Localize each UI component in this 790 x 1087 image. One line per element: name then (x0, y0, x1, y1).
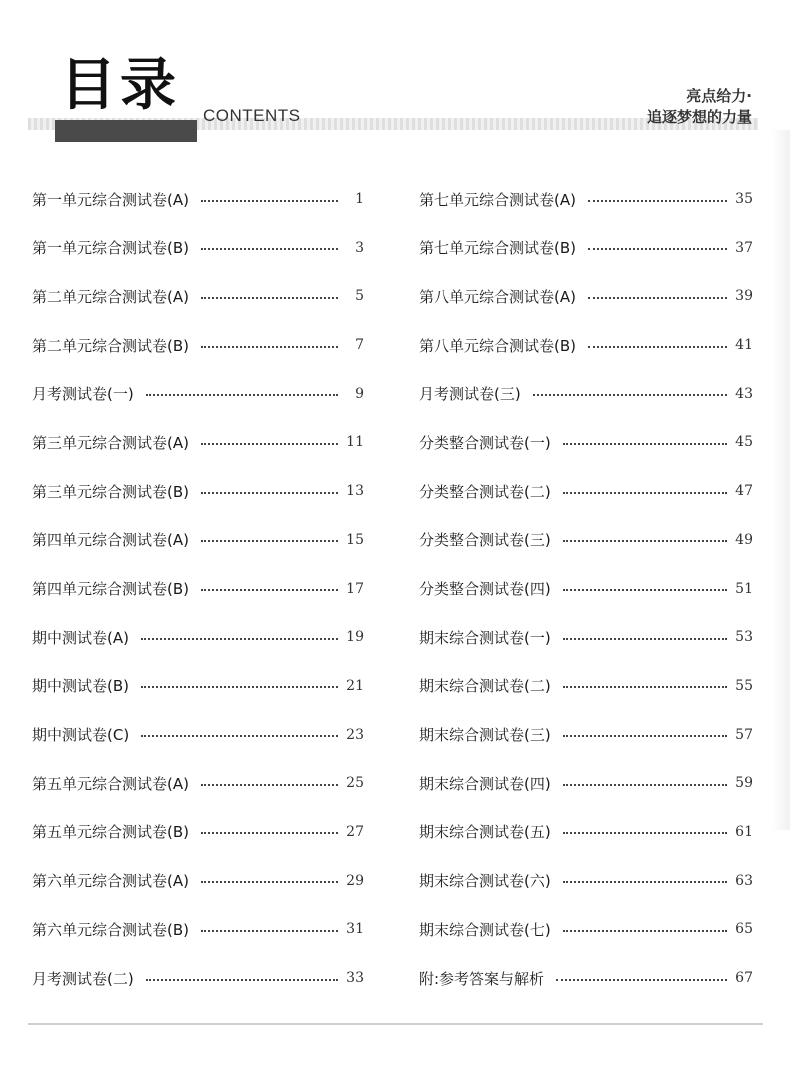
toc-entry[interactable] (32, 574, 364, 604)
dot-leader (588, 296, 727, 299)
page-title: 目录 (60, 53, 180, 118)
dot-leader (563, 929, 727, 932)
toc-entry[interactable] (32, 671, 364, 701)
dot-leader (201, 539, 338, 542)
toc-entry-label: 第六单元综合测试卷(A) (32, 872, 189, 891)
toc-entry[interactable] (32, 379, 364, 409)
toc-entry[interactable] (32, 866, 364, 896)
toc-entry[interactable] (419, 866, 753, 896)
page-edge-shadow (772, 130, 790, 830)
toc-entry-label: 月考测试卷(三) (419, 385, 521, 404)
toc-entry[interactable] (419, 330, 753, 360)
slogan (647, 86, 752, 128)
toc-entry-label: 第一单元综合测试卷(A) (32, 190, 189, 209)
slogan-line-1: 亮点给力· (686, 87, 752, 105)
toc-entry-page-number: 21 (346, 677, 364, 694)
toc-entry-label: 期中测试卷(A) (32, 628, 129, 647)
toc-entry[interactable] (419, 817, 753, 847)
toc-entry-label: 期末综合测试卷(四) (419, 774, 551, 793)
dot-leader (146, 393, 338, 396)
toc-entry[interactable] (32, 427, 364, 457)
dot-leader (563, 442, 727, 445)
toc-entry-page-number: 11 (346, 434, 364, 451)
toc-entry[interactable] (419, 281, 753, 311)
toc-entry-page-number: 55 (735, 677, 753, 694)
toc-entry-label: 期末综合测试卷(六) (419, 872, 551, 891)
dot-leader (201, 345, 338, 348)
dot-leader (563, 539, 727, 542)
dot-leader (588, 345, 727, 348)
dot-leader (563, 880, 727, 883)
dot-leader (201, 783, 338, 786)
dot-leader (201, 296, 338, 299)
dot-leader (201, 880, 338, 883)
dot-leader (563, 637, 727, 640)
toc-entry[interactable] (419, 184, 753, 214)
toc-entry[interactable] (32, 720, 364, 750)
toc-entry[interactable] (32, 914, 364, 944)
toc-entry-page-number: 47 (735, 483, 753, 500)
toc-entry-page-number: 63 (735, 872, 753, 889)
toc-entry[interactable] (419, 574, 753, 604)
toc-entry-label: 第二单元综合测试卷(B) (32, 336, 189, 355)
toc-entry-page-number: 3 (355, 239, 364, 256)
toc-entry[interactable] (419, 233, 753, 263)
dot-leader (588, 199, 727, 202)
toc-entry-label: 期末综合测试卷(七) (419, 920, 551, 939)
dot-leader (201, 442, 338, 445)
toc-entry-label: 月考测试卷(一) (32, 385, 134, 404)
toc-entry[interactable] (32, 476, 364, 506)
toc-entry-page-number: 31 (346, 921, 364, 938)
toc-entry-page-number: 65 (735, 921, 753, 938)
toc-entry-label: 期末综合测试卷(二) (419, 677, 551, 696)
dot-leader (563, 491, 727, 494)
dot-leader (201, 491, 338, 494)
footer-divider (28, 1023, 763, 1025)
toc-entry-label: 第六单元综合测试卷(B) (32, 920, 189, 939)
toc-entry-page-number: 57 (735, 726, 753, 743)
toc-entry[interactable] (32, 281, 364, 311)
toc-entry-page-number: 5 (355, 288, 364, 305)
toc-entry-page-number: 29 (346, 872, 364, 889)
toc-entry[interactable] (419, 622, 753, 652)
dot-leader (556, 978, 727, 981)
dot-leader (563, 588, 727, 591)
dot-leader (201, 588, 338, 591)
toc-entry[interactable] (419, 525, 753, 555)
toc-entry-label: 分类整合测试卷(三) (419, 531, 551, 550)
dot-leader (141, 685, 338, 688)
toc-entry[interactable] (419, 963, 753, 993)
dot-leader (141, 637, 338, 640)
dot-leader (201, 199, 338, 202)
toc-entry[interactable] (419, 476, 753, 506)
dot-leader (146, 978, 338, 981)
page-header (0, 0, 790, 160)
toc-entry-label: 第五单元综合测试卷(A) (32, 774, 189, 793)
toc-entry-label: 第八单元综合测试卷(A) (419, 287, 576, 306)
toc-entry[interactable] (32, 184, 364, 214)
toc-entry-label: 第三单元综合测试卷(A) (32, 433, 189, 452)
toc-entry-page-number: 39 (735, 288, 753, 305)
toc-entry-page-number: 43 (735, 385, 753, 402)
toc-entry[interactable] (32, 768, 364, 798)
toc-entry-page-number: 7 (355, 337, 364, 354)
toc-entry[interactable] (32, 817, 364, 847)
toc-entry-label: 第二单元综合测试卷(A) (32, 287, 189, 306)
toc-entry[interactable] (32, 963, 364, 993)
toc-entry[interactable] (419, 671, 753, 701)
toc-entry-label: 期末综合测试卷(三) (419, 726, 551, 745)
dot-leader (201, 247, 338, 250)
dot-leader (533, 393, 727, 396)
toc-entry-label: 第八单元综合测试卷(B) (419, 336, 576, 355)
toc-entry[interactable] (419, 914, 753, 944)
dot-leader (563, 783, 727, 786)
toc-entry-page-number: 45 (735, 434, 753, 451)
toc-entry-label: 期末综合测试卷(一) (419, 628, 551, 647)
toc-entry-label: 期末综合测试卷(五) (419, 823, 551, 842)
toc-entry-label: 月考测试卷(二) (32, 969, 134, 988)
toc-entry-page-number: 37 (735, 239, 753, 256)
toc-entry-label: 期中测试卷(B) (32, 677, 129, 696)
toc-entry-page-number: 33 (346, 970, 364, 986)
slogan-line-2: 追逐梦想的力量 (646, 108, 752, 126)
toc-entry-label: 第三单元综合测试卷(B) (32, 482, 189, 501)
toc-entry-label: 期中测试卷(C) (32, 726, 130, 745)
toc-entry-page-number: 51 (735, 580, 753, 597)
toc-entry-page-number: 13 (346, 483, 364, 500)
toc-entry-label: 第一单元综合测试卷(B) (32, 239, 189, 258)
toc-entry[interactable] (419, 768, 753, 798)
toc-entry[interactable] (32, 622, 364, 652)
toc-entry-label: 第四单元综合测试卷(A) (32, 531, 189, 550)
toc-entry-page-number: 1 (355, 191, 364, 207)
dot-leader (563, 685, 727, 688)
toc-entry[interactable] (32, 233, 364, 263)
title-underline-block (55, 120, 197, 142)
toc-entry-page-number: 19 (346, 629, 364, 646)
toc-entry[interactable] (419, 720, 753, 750)
toc-entry-label: 分类整合测试卷(二) (419, 482, 551, 501)
dot-leader (201, 831, 338, 834)
toc-entry-page-number: 59 (735, 775, 753, 792)
toc-entry-page-number: 41 (735, 337, 753, 354)
toc-entry-page-number: 27 (346, 823, 364, 840)
dot-leader (563, 831, 727, 834)
dot-leader (588, 247, 727, 250)
toc-entry-page-number: 25 (346, 775, 364, 792)
dot-leader (141, 734, 338, 737)
page-subtitle: CONTENTS (203, 106, 301, 125)
toc-entry[interactable] (419, 427, 753, 457)
toc-entry-page-number: 49 (735, 531, 753, 548)
toc-entry-label: 第四单元综合测试卷(B) (32, 580, 189, 598)
toc-entry[interactable] (32, 525, 364, 555)
toc-entry-label: 第五单元综合测试卷(B) (32, 823, 189, 842)
toc-entry-page-number: 23 (346, 726, 364, 743)
toc-right-column (419, 184, 753, 1012)
toc-left-column (32, 184, 364, 1012)
toc-entry-page-number: 67 (735, 970, 753, 986)
toc-entry-label: 分类整合测试卷(四) (419, 580, 551, 598)
toc-entry-page-number: 61 (735, 823, 753, 840)
toc-entry-page-number: 15 (346, 531, 364, 548)
toc-entry-label: 附:参考答案与解析 (419, 969, 545, 988)
toc-entry-page-number: 53 (735, 629, 753, 646)
toc-entry[interactable] (32, 330, 364, 360)
toc-entry-label: 分类整合测试卷(一) (419, 433, 551, 452)
toc-entry-page-number: 9 (355, 385, 364, 402)
dot-leader (201, 929, 338, 932)
dot-leader (563, 734, 727, 737)
toc-entry-label: 第七单元综合测试卷(A) (419, 190, 576, 209)
toc-entry[interactable] (419, 379, 753, 409)
toc-entry-page-number: 35 (735, 191, 753, 207)
toc-entry-label: 第七单元综合测试卷(B) (419, 239, 576, 258)
toc-entry-page-number: 17 (346, 580, 364, 597)
